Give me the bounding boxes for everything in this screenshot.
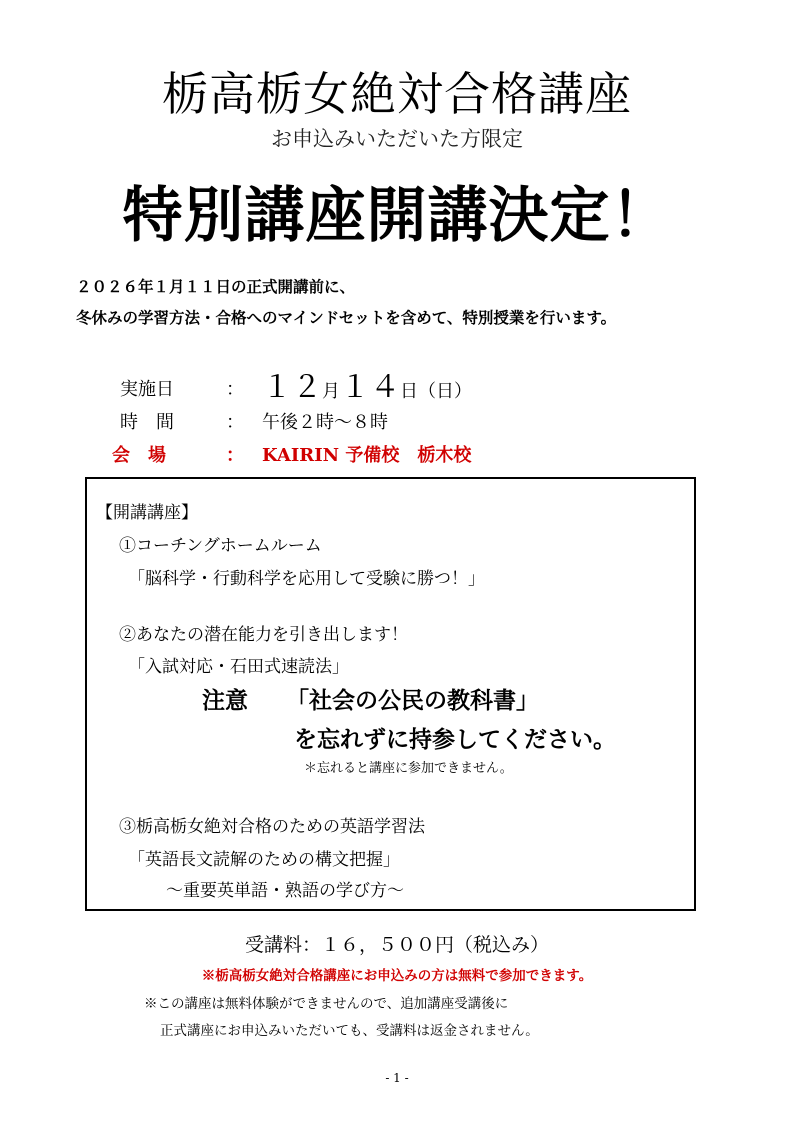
course-1-title: ①コーチングホームルーム (119, 536, 322, 556)
venue-value: KAIRIN 予備校 栃木校 (262, 445, 472, 466)
date-month: １２ (262, 370, 322, 405)
time-value: 午後２時～８時 (262, 412, 388, 433)
courses-heading: 【開講講座】 (96, 503, 198, 523)
fee: 受講料：１６，５００円（税込み） (244, 934, 549, 956)
notice-small: ＊忘れると講座に参加できません。 (304, 761, 513, 776)
fee-note: ※栃高栃女絶対合格講座にお申込みの方は無料で参加できます。 (201, 968, 593, 984)
time-label: 時 間 (120, 412, 174, 433)
headline: 特別講座開講決定！ (122, 181, 672, 251)
caution-line-2: 正式講座にお申込みいただいても、受講料は返金されません。 (160, 1023, 539, 1039)
time-colon: ： (226, 412, 244, 433)
intro-line-1: ２０２６年１月１１日の正式開講前に、 (76, 277, 356, 296)
date-day-unit: 日（日） (400, 381, 472, 402)
page-number: - 1 - (385, 1071, 409, 1085)
venue-colon: ： (226, 445, 244, 466)
course-3-subtitle: 「英語長文読解のための構文把握」 (128, 850, 400, 870)
course-2-title: ②あなたの潜在能力を引き出します！ (119, 625, 408, 645)
date-month-unit: 月 (322, 381, 340, 402)
course-1-subtitle: 「脳科学・行動科学を応用して受験に勝つ！」 (128, 569, 485, 589)
course-3-subtitle-2: ～重要英単語・熟語の学び方～ (166, 881, 404, 901)
course-3-title: ③栃高栃女絶対合格のための英語学習法 (119, 817, 425, 837)
date-colon: ： (226, 379, 244, 400)
date-value (262, 362, 472, 406)
course-title: 栃高栃女絶対合格講座 (162, 67, 632, 121)
notice-item: 「社会の公民の教科書」 (286, 688, 539, 714)
date-label: 実施日 (120, 379, 174, 400)
course-2-subtitle: 「入試対応・石田式速読法」 (128, 657, 349, 677)
notice-label: 注意 (202, 688, 248, 714)
caution-line-1: ※この講座は無料体験ができませんので、追加講座受講後に (144, 996, 509, 1012)
date-day: １４ (340, 370, 400, 405)
intro-line-2: 冬休みの学習方法・合格へのマインドセットを含めて、特別授業を行います。 (76, 308, 617, 327)
subtitle: お申込みいただいた方限定 (271, 127, 523, 151)
venue-label: 会 場 (112, 445, 166, 466)
notice-line-2: を忘れずに持参してください。 (294, 727, 616, 753)
